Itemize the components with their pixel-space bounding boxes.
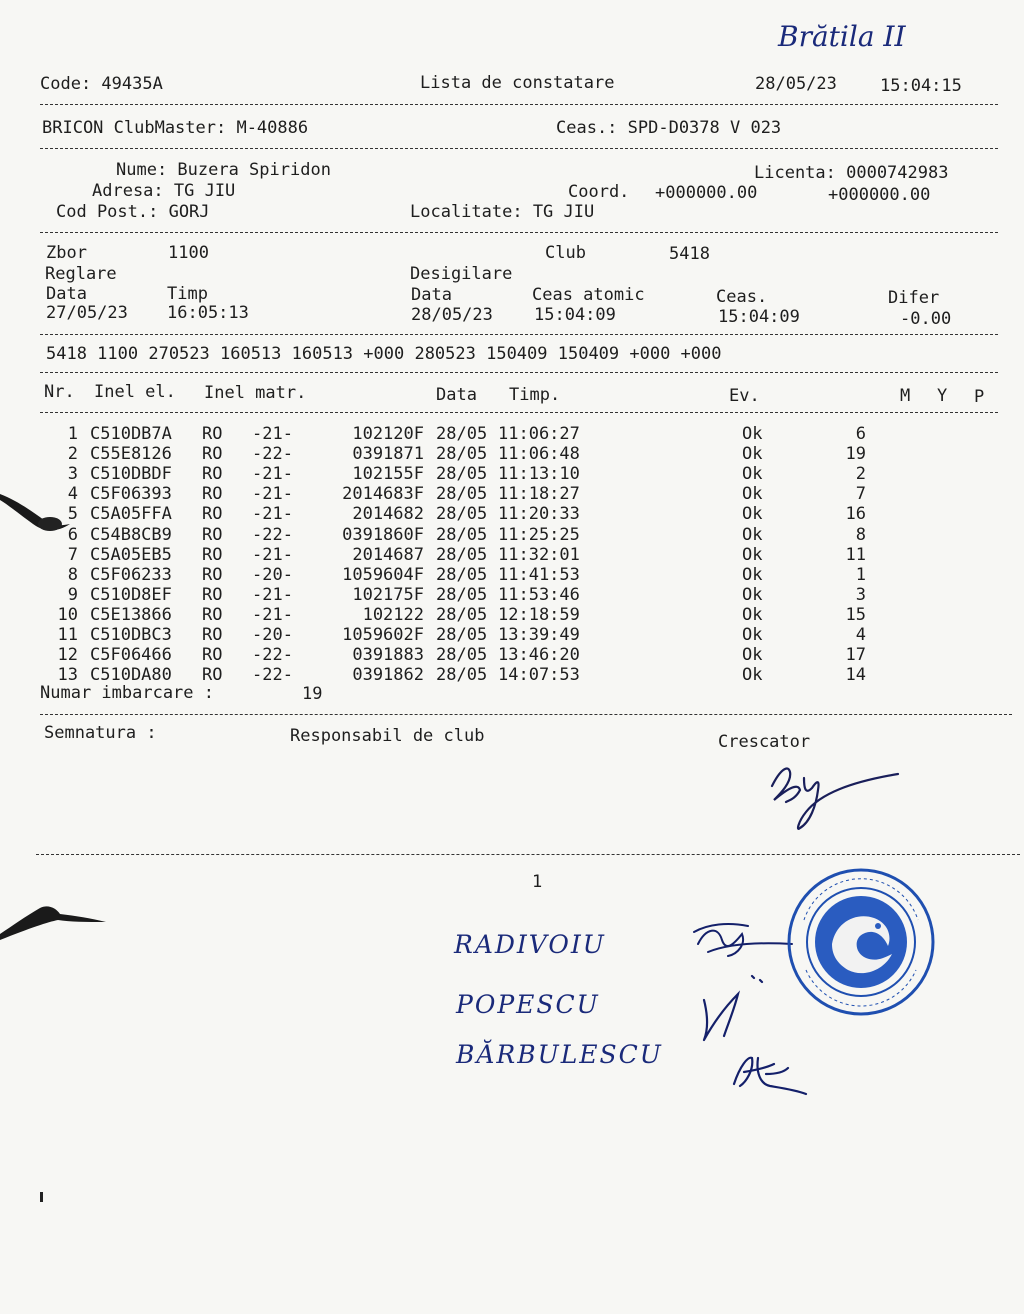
ring-matricol: 102155F xyxy=(352,464,424,485)
row-number: 8 xyxy=(67,564,78,585)
col-inel-el: Inel el. xyxy=(94,382,176,402)
table-row xyxy=(52,444,952,464)
arrival-date: 28/05 xyxy=(436,584,488,605)
ring-matricol: 2014682 xyxy=(352,504,424,525)
coord-1: +000000.00 xyxy=(655,183,758,203)
position: 6 xyxy=(855,424,866,444)
des-atomic: 15:04:09 xyxy=(534,305,616,325)
arrival-date: 28/05 xyxy=(436,645,488,666)
ring-year: -21- xyxy=(252,484,293,505)
position: 1 xyxy=(855,564,866,585)
handwritten-title: Brătila II xyxy=(778,20,906,53)
ring-year: -21- xyxy=(252,424,293,444)
row-number: 3 xyxy=(67,464,78,485)
ring-country: RO xyxy=(202,564,223,585)
ring-country: RO xyxy=(202,625,223,645)
ring-year: -21- xyxy=(252,504,293,525)
responsabil-label: Responsabil de club xyxy=(290,726,485,746)
table-row xyxy=(52,565,952,585)
owner-address: Adresa: TG JIU xyxy=(92,181,236,201)
arrival-date: 28/05 xyxy=(436,484,488,505)
zbor-label: Zbor xyxy=(46,243,87,263)
ring-country: RO xyxy=(202,665,223,686)
position: 17 xyxy=(845,645,866,666)
col-y: Y xyxy=(937,386,948,406)
ring-matricol: 2014687 xyxy=(352,544,424,565)
arrival-date: 28/05 xyxy=(436,564,488,585)
ceas-label: Ceas. xyxy=(716,287,768,307)
row-number: 2 xyxy=(67,444,78,465)
separator xyxy=(40,412,998,413)
ring-electronic: C510DBC3 xyxy=(90,625,172,645)
arrival-time: 11:25:25 xyxy=(498,524,580,545)
event-status: Ok xyxy=(742,444,763,465)
boarding-label: Numar imbarcare : xyxy=(40,683,214,703)
commission-name-3: BĂRBULESCU xyxy=(456,1040,663,1069)
event-status: Ok xyxy=(742,564,763,585)
ring-matricol: 0391871 xyxy=(352,444,424,465)
ring-year: -22- xyxy=(252,444,293,465)
des-data-label: Data xyxy=(411,285,452,305)
arrival-time: 13:46:20 xyxy=(498,645,580,666)
col-nr: Nr. xyxy=(44,382,75,402)
ring-country: RO xyxy=(202,584,223,605)
row-number: 7 xyxy=(67,544,78,565)
ring-year: -22- xyxy=(252,665,293,686)
separator xyxy=(40,104,998,105)
arrival-time: 11:53:46 xyxy=(498,584,580,605)
ring-matricol: 102175F xyxy=(352,584,424,605)
ring-electronic: C55E8126 xyxy=(90,444,172,465)
table-row xyxy=(52,464,952,484)
row-number: 4 xyxy=(67,484,78,505)
table-row xyxy=(52,605,952,625)
separator xyxy=(40,372,998,373)
row-number: 1 xyxy=(67,424,78,444)
breeder-signature xyxy=(760,742,910,838)
owner-name: Nume: Buzera Spiridon xyxy=(116,160,331,180)
arrival-time: 11:41:53 xyxy=(498,564,580,585)
position: 7 xyxy=(855,484,866,505)
ring-matricol: 0391862 xyxy=(352,665,424,686)
event-status: Ok xyxy=(742,464,763,485)
commission-signature-3 xyxy=(726,1048,816,1098)
arrival-time: 11:06:27 xyxy=(498,424,580,444)
event-status: Ok xyxy=(742,424,763,444)
event-status: Ok xyxy=(742,625,763,645)
col-m: M xyxy=(900,386,911,406)
ring-electronic: C54B8CB9 xyxy=(90,524,172,545)
separator xyxy=(40,232,998,233)
ring-electronic: C5F06393 xyxy=(90,484,172,505)
commission-signature-1 xyxy=(688,914,798,964)
row-number: 5 xyxy=(67,504,78,525)
ring-matricol: 102120F xyxy=(352,424,424,444)
difer-label: Difer xyxy=(888,288,940,308)
position: 11 xyxy=(845,544,866,565)
ring-electronic: C5A05FFA xyxy=(90,504,172,525)
ring-year: -20- xyxy=(252,625,293,645)
ring-country: RO xyxy=(202,484,223,505)
ring-electronic: C5E13866 xyxy=(90,604,172,625)
ring-matricol: 0391883 xyxy=(352,645,424,666)
table-row xyxy=(52,545,952,565)
ring-matricol: 1059602F xyxy=(342,625,424,645)
desigilare-label: Desigilare xyxy=(410,264,513,284)
crescator-label: Crescator xyxy=(718,732,811,752)
ring-country: RO xyxy=(202,444,223,465)
boarding-value: 19 xyxy=(302,684,323,704)
ring-electronic: C5A05EB5 xyxy=(90,544,172,565)
arrival-time: 11:32:01 xyxy=(498,544,580,565)
arrival-date: 28/05 xyxy=(436,464,488,485)
ring-electronic: C510DB7A xyxy=(90,424,172,444)
semnatura-label: Semnatura : xyxy=(44,723,157,743)
row-number: 12 xyxy=(57,645,78,666)
ring-year: -20- xyxy=(252,564,293,585)
arrival-date: 28/05 xyxy=(436,544,488,565)
ring-country: RO xyxy=(202,504,223,525)
reglare-label: Reglare xyxy=(45,264,117,284)
reg-time: 16:05:13 xyxy=(167,303,249,323)
separator xyxy=(40,334,998,335)
position: 2 xyxy=(855,464,866,485)
event-status: Ok xyxy=(742,504,763,525)
arrival-time: 14:07:53 xyxy=(498,665,580,686)
document-title: Lista de constatare xyxy=(420,73,615,93)
arrival-date: 28/05 xyxy=(436,444,488,465)
ring-electronic: C5F06233 xyxy=(90,564,172,585)
ring-electronic: C510D8EF xyxy=(90,584,172,605)
arrival-date: 28/05 xyxy=(436,665,488,686)
position: 8 xyxy=(855,524,866,545)
coord-label: Coord. xyxy=(568,182,630,202)
ring-matricol: 2014683F xyxy=(342,484,424,505)
page-number: 1 xyxy=(532,872,543,892)
summary-line: 5418 1100 270523 160513 160513 +000 280523 150409 150409 +000 +000 xyxy=(46,344,722,364)
event-status: Ok xyxy=(742,544,763,565)
ring-year: -21- xyxy=(252,544,293,565)
position: 4 xyxy=(855,625,866,645)
table-row xyxy=(52,484,952,504)
owner-postal: Cod Post.: GORJ xyxy=(56,202,210,222)
arrival-date: 28/05 xyxy=(436,625,488,645)
commission-name-2: POPESCU xyxy=(456,990,600,1019)
position: 3 xyxy=(855,584,866,605)
ring-country: RO xyxy=(202,464,223,485)
coord-2: +000000.00 xyxy=(828,185,931,205)
arrival-time: 11:13:10 xyxy=(498,464,580,485)
reg-date: 27/05/23 xyxy=(46,303,128,323)
col-inel-matr: Inel matr. xyxy=(204,383,307,403)
staple-mark xyxy=(0,486,110,546)
ring-matricol: 0391860F xyxy=(342,524,424,545)
clock-id: Ceas.: SPD-D0378 V 023 xyxy=(556,118,782,138)
col-ev: Ev. xyxy=(729,386,760,406)
table-row xyxy=(52,525,952,545)
owner-license: Licenta: 0000742983 xyxy=(754,163,949,183)
separator xyxy=(40,148,998,149)
col-timp: Timp. xyxy=(509,385,561,405)
des-ceas: 15:04:09 xyxy=(718,307,800,327)
table-row xyxy=(52,504,952,524)
table-row xyxy=(52,645,952,665)
print-date: 28/05/23 xyxy=(755,74,837,94)
club-label: Club xyxy=(545,243,586,263)
ring-country: RO xyxy=(202,645,223,666)
table-row xyxy=(52,424,952,444)
des-date: 28/05/23 xyxy=(411,305,493,325)
arrival-time: 11:18:27 xyxy=(498,484,580,505)
arrival-time: 11:06:48 xyxy=(498,444,580,465)
federation-stamp xyxy=(784,866,938,1018)
ring-country: RO xyxy=(202,524,223,545)
event-status: Ok xyxy=(742,584,763,605)
ring-country: RO xyxy=(202,424,223,444)
ring-matricol: 102122 xyxy=(362,604,424,625)
table-row xyxy=(52,625,952,645)
arrival-date: 28/05 xyxy=(436,604,488,625)
ring-country: RO xyxy=(202,544,223,565)
row-number: 6 xyxy=(67,524,78,545)
edge-mark xyxy=(40,1192,43,1202)
event-status: Ok xyxy=(742,604,763,625)
software-id: BRICON ClubMaster: M-40886 xyxy=(42,118,309,138)
ring-electronic: C510DBDF xyxy=(90,464,172,485)
ring-electronic: C5F06466 xyxy=(90,645,172,666)
position: 16 xyxy=(845,504,866,525)
document-code: Code: 49435A xyxy=(40,74,163,94)
row-number: 9 xyxy=(67,584,78,605)
col-data: Data xyxy=(436,385,477,405)
position: 19 xyxy=(845,444,866,465)
arrival-date: 28/05 xyxy=(436,524,488,545)
staple-mark xyxy=(0,894,110,940)
ring-year: -21- xyxy=(252,604,293,625)
row-number: 10 xyxy=(57,604,78,625)
reg-timp-label: Timp xyxy=(167,284,208,304)
ring-matricol: 1059604F xyxy=(342,564,424,585)
owner-locality: Localitate: TG JIU xyxy=(410,202,595,222)
ring-year: -21- xyxy=(252,464,293,485)
ring-year: -21- xyxy=(252,584,293,605)
print-time: 15:04:15 xyxy=(880,76,962,96)
event-status: Ok xyxy=(742,524,763,545)
ring-electronic: C510DA80 xyxy=(90,665,172,686)
event-status: Ok xyxy=(742,665,763,686)
arrival-time: 11:20:33 xyxy=(498,504,580,525)
commission-signature-2 xyxy=(694,970,774,1050)
difer-value: -0.00 xyxy=(900,309,952,329)
position: 15 xyxy=(845,604,866,625)
zbor-value: 1100 xyxy=(168,243,209,263)
arrival-time: 13:39:49 xyxy=(498,625,580,645)
row-number: 13 xyxy=(57,665,78,686)
position: 14 xyxy=(845,665,866,686)
event-status: Ok xyxy=(742,645,763,666)
event-status: Ok xyxy=(742,484,763,505)
row-number: 11 xyxy=(57,625,78,645)
ring-year: -22- xyxy=(252,524,293,545)
arrival-time: 12:18:59 xyxy=(498,604,580,625)
club-value: 5418 xyxy=(669,244,710,264)
table-row xyxy=(52,585,952,605)
ring-year: -22- xyxy=(252,645,293,666)
ceas-atomic-label: Ceas atomic xyxy=(532,285,645,305)
separator xyxy=(40,714,1012,715)
separator xyxy=(36,854,1020,855)
commission-name-1: RADIVOIU xyxy=(454,930,606,959)
reg-data-label: Data xyxy=(46,284,87,304)
arrival-date: 28/05 xyxy=(436,504,488,525)
col-p: P xyxy=(974,387,985,407)
arrival-date: 28/05 xyxy=(436,424,488,444)
ring-country: RO xyxy=(202,604,223,625)
